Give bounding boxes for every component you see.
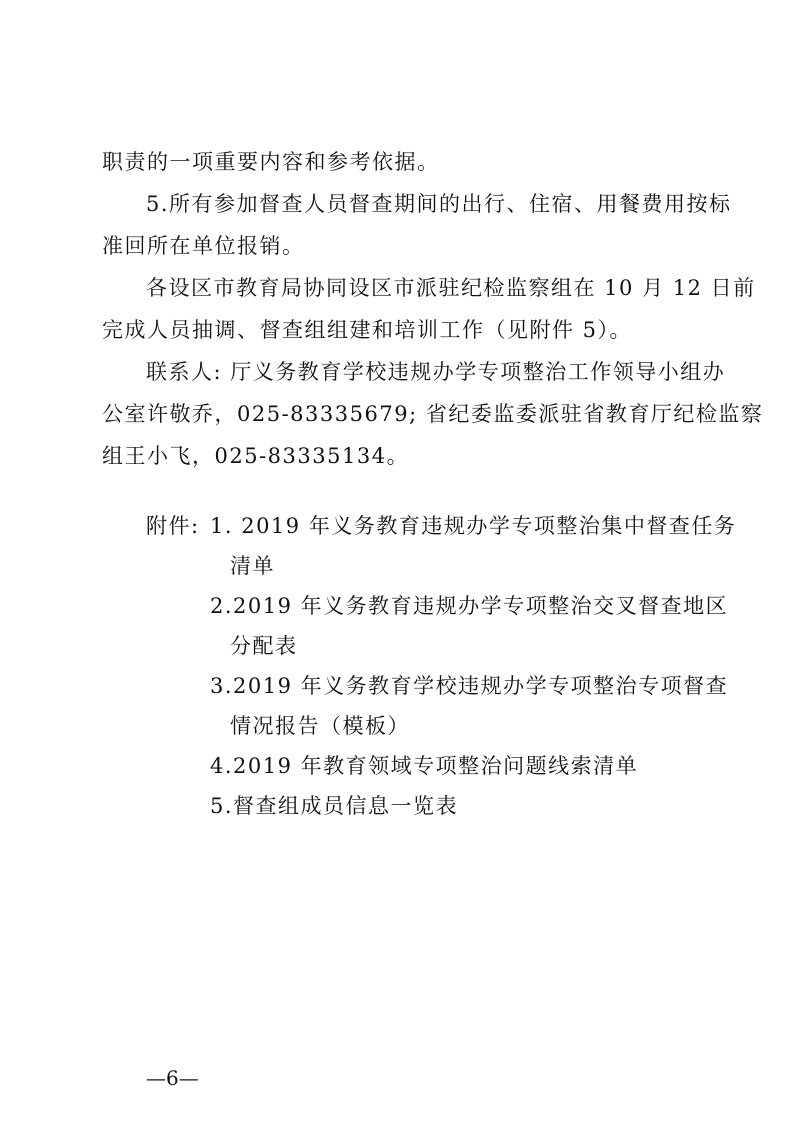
- body-line: 职责的一项重要内容和参考依据。: [102, 150, 440, 174]
- body-line: 准回所在单位报销。: [102, 234, 305, 258]
- attachment-item: 1. 2019 年义务教育违规办学专项整治集中督查任务: [210, 514, 737, 538]
- attachment-item-continuation: 分配表: [230, 634, 298, 658]
- attachment-item: 4.2019 年教育领域专项整治问题线索清单: [210, 754, 639, 778]
- attachment-item: 5.督查组成员信息一览表: [210, 794, 459, 818]
- body-line: 公室许敬乔，025-83335679; 省纪委监委派驻省教育厅纪检监察: [102, 402, 764, 426]
- body-line: 组王小飞，025-83335134。: [102, 444, 410, 468]
- attachment-item: 2.2019 年义务教育违规办学专项整治交叉督查地区: [210, 594, 729, 618]
- attachment-item-continuation: 清单: [230, 554, 275, 578]
- body-line: 各设区市教育局协同设区市派驻纪检监察组在 10 月 12 日前: [146, 276, 756, 300]
- attachments-label: 附件:: [146, 514, 200, 538]
- body-line: 5.所有参加督查人员督查期间的出行、住宿、用餐费用按标: [146, 192, 732, 216]
- page-number: —6—: [146, 1066, 199, 1090]
- body-line: 完成人员抽调、督查组组建和培训工作（见附件 5）。: [102, 318, 633, 342]
- attachment-item: 3.2019 年义务教育学校违规办学专项整治专项督查: [210, 674, 729, 698]
- attachment-item-continuation: 情况报告（模板）: [230, 714, 410, 738]
- body-line: 联系人: 厅义务教育学校违规办学专项整治工作领导小组办: [146, 360, 726, 384]
